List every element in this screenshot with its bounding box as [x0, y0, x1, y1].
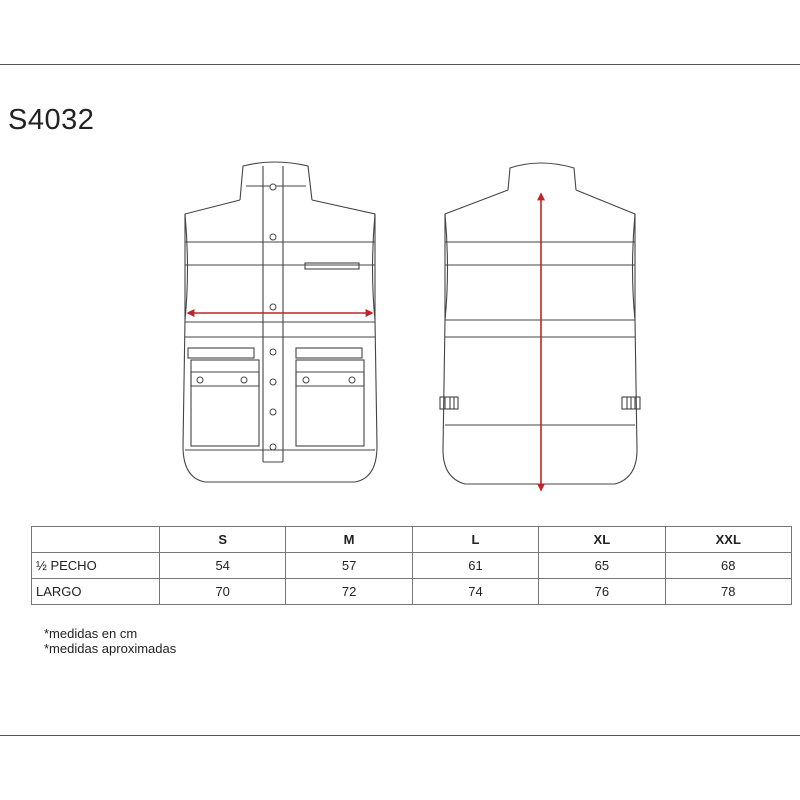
table-row [32, 553, 792, 579]
table-cell: 78 [665, 579, 791, 605]
vest-technical-drawing [0, 150, 800, 500]
size-chart-table [31, 526, 792, 605]
size-header-s: S [160, 527, 286, 553]
table-cell: 74 [412, 579, 538, 605]
measurement-notes [44, 626, 176, 656]
size-header-xxl: XXL [665, 527, 791, 553]
table-row [32, 579, 792, 605]
table-cell: 70 [160, 579, 286, 605]
size-header-empty [32, 527, 160, 553]
table-cell: 72 [286, 579, 412, 605]
table-cell: 54 [160, 553, 286, 579]
front-buttons [197, 184, 355, 450]
product-code: S4032 [8, 104, 95, 136]
table-cell: 57 [286, 553, 412, 579]
vest-back-icon [440, 163, 640, 484]
bottom-divider [0, 735, 800, 736]
size-header-row [32, 527, 792, 553]
row-label-length: LARGO [32, 579, 160, 605]
table-cell: 65 [539, 553, 665, 579]
size-header-m: M [286, 527, 412, 553]
table-cell: 68 [665, 553, 791, 579]
table-cell: 61 [412, 553, 538, 579]
vest-front-icon [183, 162, 377, 482]
top-divider [0, 64, 800, 65]
row-label-chest: ½ PECHO [32, 553, 160, 579]
note-approximate: *medidas aproximadas [44, 641, 177, 656]
size-header-xl: XL [539, 527, 665, 553]
size-header-l: L [412, 527, 538, 553]
note-units: *medidas en cm [44, 626, 138, 641]
table-cell: 76 [539, 579, 665, 605]
